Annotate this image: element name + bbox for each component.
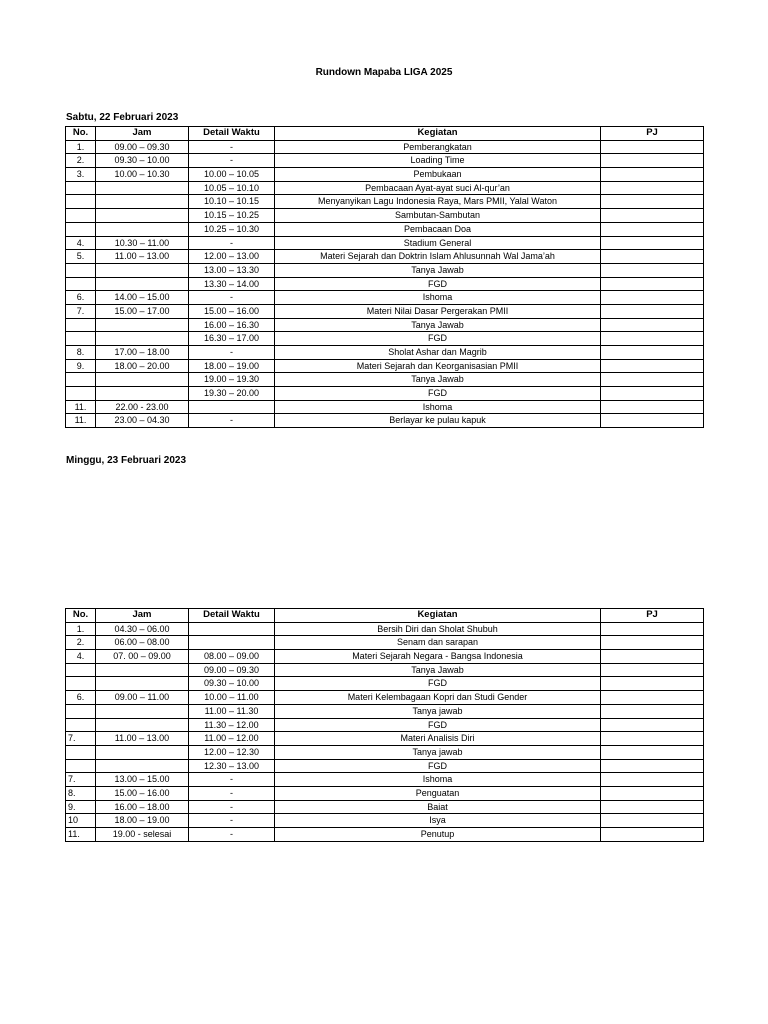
- cell-kegiatan: FGD: [275, 387, 601, 401]
- cell-kegiatan: Materi Nilai Dasar Pergerakan PMII: [275, 304, 601, 318]
- cell-jam: [96, 718, 189, 732]
- cell-pj: [601, 154, 704, 168]
- table-row: [66, 291, 704, 305]
- rundown-table-saturday: [65, 126, 704, 428]
- table-row: [66, 650, 704, 664]
- cell-kegiatan: Pemberangkatan: [275, 140, 601, 154]
- cell-pj: [601, 800, 704, 814]
- header-no: No.: [66, 609, 96, 623]
- cell-detail-waktu: 12.00 – 13.00: [189, 250, 275, 264]
- header-detail-waktu: Detail Waktu: [189, 127, 275, 141]
- cell-pj: [601, 332, 704, 346]
- cell-detail-waktu: 12.30 – 13.00: [189, 759, 275, 773]
- cell-jam: 09.00 – 09.30: [96, 140, 189, 154]
- header-kegiatan: Kegiatan: [275, 127, 601, 141]
- cell-jam: 22.00 - 23.00: [96, 400, 189, 414]
- table-header-row: [66, 127, 704, 141]
- cell-pj: [601, 359, 704, 373]
- cell-jam: [96, 277, 189, 291]
- cell-jam: 10.30 – 11.00: [96, 236, 189, 250]
- rundown-table-sunday: [65, 608, 704, 842]
- cell-kegiatan: Isya: [275, 814, 601, 828]
- cell-kegiatan: Tanya jawab: [275, 704, 601, 718]
- cell-no: 8.: [66, 786, 96, 800]
- cell-kegiatan: Materi Kelembagaan Kopri dan Studi Gender: [275, 691, 601, 705]
- cell-detail-waktu: 15.00 – 16.00: [189, 304, 275, 318]
- cell-detail-waktu: 16.00 – 16.30: [189, 318, 275, 332]
- cell-detail-waktu: 10.25 – 10.30: [189, 222, 275, 236]
- table-row: [66, 718, 704, 732]
- cell-pj: [601, 828, 704, 842]
- cell-no: 7.: [66, 732, 96, 746]
- table-row: [66, 400, 704, 414]
- cell-pj: [601, 250, 704, 264]
- cell-no: 11.: [66, 414, 96, 428]
- cell-pj: [601, 663, 704, 677]
- table-row: [66, 359, 704, 373]
- table-row: [66, 168, 704, 182]
- cell-kegiatan: Materi Sejarah dan Keorganisasian PMII: [275, 359, 601, 373]
- cell-kegiatan: Berlayar ke pulau kapuk: [275, 414, 601, 428]
- cell-jam: [96, 663, 189, 677]
- cell-no: 10: [66, 814, 96, 828]
- cell-jam: [96, 677, 189, 691]
- cell-detail-waktu: [189, 622, 275, 636]
- cell-no: 7.: [66, 773, 96, 787]
- cell-detail-waktu: -: [189, 414, 275, 428]
- cell-detail-waktu: 10.10 – 10.15: [189, 195, 275, 209]
- table-header-row: [66, 609, 704, 623]
- cell-detail-waktu: [189, 400, 275, 414]
- cell-kegiatan: Ishoma: [275, 291, 601, 305]
- cell-detail-waktu: 10.05 – 10.10: [189, 181, 275, 195]
- cell-detail-waktu: -: [189, 814, 275, 828]
- cell-pj: [601, 650, 704, 664]
- cell-no: [66, 373, 96, 387]
- cell-detail-waktu: [189, 636, 275, 650]
- table-row: [66, 691, 704, 705]
- table-row: [66, 346, 704, 360]
- cell-kegiatan: Senam dan sarapan: [275, 636, 601, 650]
- table-row: [66, 800, 704, 814]
- cell-kegiatan: Tanya Jawab: [275, 318, 601, 332]
- cell-no: 1.: [66, 622, 96, 636]
- cell-detail-waktu: 11.30 – 12.00: [189, 718, 275, 732]
- table-row: [66, 332, 704, 346]
- cell-pj: [601, 236, 704, 250]
- table-row: [66, 263, 704, 277]
- cell-no: 11.: [66, 400, 96, 414]
- cell-no: [66, 263, 96, 277]
- cell-pj: [601, 677, 704, 691]
- table-row: [66, 786, 704, 800]
- table-row: [66, 636, 704, 650]
- cell-jam: [96, 373, 189, 387]
- cell-kegiatan: Tanya Jawab: [275, 373, 601, 387]
- cell-kegiatan: Sholat Ashar dan Magrib: [275, 346, 601, 360]
- cell-detail-waktu: -: [189, 786, 275, 800]
- cell-pj: [601, 373, 704, 387]
- day-heading-sunday: Minggu, 23 Februari 2023: [66, 455, 187, 466]
- cell-jam: 23.00 – 04.30: [96, 414, 189, 428]
- cell-jam: 07. 00 – 09.00: [96, 650, 189, 664]
- cell-pj: [601, 636, 704, 650]
- cell-no: [66, 745, 96, 759]
- cell-pj: [601, 414, 704, 428]
- cell-no: 9.: [66, 359, 96, 373]
- cell-kegiatan: FGD: [275, 759, 601, 773]
- cell-jam: [96, 759, 189, 773]
- table-row: [66, 181, 704, 195]
- cell-detail-waktu: -: [189, 800, 275, 814]
- cell-no: 8.: [66, 346, 96, 360]
- cell-detail-waktu: 16.30 – 17.00: [189, 332, 275, 346]
- cell-no: [66, 318, 96, 332]
- cell-detail-waktu: -: [189, 346, 275, 360]
- cell-detail-waktu: -: [189, 828, 275, 842]
- cell-kegiatan: Loading Time: [275, 154, 601, 168]
- cell-jam: 09.00 – 11.00: [96, 691, 189, 705]
- cell-pj: [601, 745, 704, 759]
- cell-jam: [96, 704, 189, 718]
- table-row: [66, 209, 704, 223]
- cell-no: [66, 332, 96, 346]
- table-row: [66, 677, 704, 691]
- cell-pj: [601, 304, 704, 318]
- table-row: [66, 704, 704, 718]
- cell-detail-waktu: -: [189, 140, 275, 154]
- cell-detail-waktu: -: [189, 773, 275, 787]
- table-row: [66, 759, 704, 773]
- cell-no: [66, 277, 96, 291]
- cell-jam: [96, 209, 189, 223]
- cell-pj: [601, 181, 704, 195]
- header-detail-waktu: Detail Waktu: [189, 609, 275, 623]
- cell-detail-waktu: 11.00 – 12.00: [189, 732, 275, 746]
- cell-pj: [601, 773, 704, 787]
- cell-jam: 09.30 – 10.00: [96, 154, 189, 168]
- cell-no: [66, 677, 96, 691]
- document-title: Rundown Mapaba LIGA 2025: [315, 67, 453, 78]
- cell-kegiatan: FGD: [275, 718, 601, 732]
- cell-jam: [96, 263, 189, 277]
- cell-detail-waktu: -: [189, 291, 275, 305]
- cell-pj: [601, 718, 704, 732]
- cell-jam: 14.00 – 15.00: [96, 291, 189, 305]
- cell-no: 9.: [66, 800, 96, 814]
- cell-no: 2.: [66, 154, 96, 168]
- cell-pj: [601, 622, 704, 636]
- cell-jam: 13.00 – 15.00: [96, 773, 189, 787]
- cell-kegiatan: Penutup: [275, 828, 601, 842]
- cell-no: [66, 209, 96, 223]
- cell-jam: [96, 222, 189, 236]
- cell-kegiatan: FGD: [275, 277, 601, 291]
- cell-pj: [601, 318, 704, 332]
- table-row: [66, 732, 704, 746]
- cell-jam: [96, 745, 189, 759]
- cell-detail-waktu: 09.30 – 10.00: [189, 677, 275, 691]
- cell-no: 7.: [66, 304, 96, 318]
- cell-kegiatan: Ishoma: [275, 773, 601, 787]
- cell-jam: 11.00 – 13.00: [96, 732, 189, 746]
- cell-detail-waktu: -: [189, 154, 275, 168]
- cell-kegiatan: FGD: [275, 332, 601, 346]
- table-row: [66, 195, 704, 209]
- cell-pj: [601, 814, 704, 828]
- table-row: [66, 154, 704, 168]
- header-jam: Jam: [96, 609, 189, 623]
- cell-no: [66, 663, 96, 677]
- cell-kegiatan: Baiat: [275, 800, 601, 814]
- cell-no: 11.: [66, 828, 96, 842]
- table-row: [66, 222, 704, 236]
- cell-no: [66, 387, 96, 401]
- cell-kegiatan: Tanya jawab: [275, 745, 601, 759]
- cell-no: 2.: [66, 636, 96, 650]
- cell-jam: [96, 318, 189, 332]
- cell-kegiatan: Pembacaan Doa: [275, 222, 601, 236]
- cell-no: [66, 718, 96, 732]
- table-row: [66, 250, 704, 264]
- cell-jam: [96, 181, 189, 195]
- cell-pj: [601, 387, 704, 401]
- cell-jam: 16.00 – 18.00: [96, 800, 189, 814]
- cell-detail-waktu: 10.00 – 10.05: [189, 168, 275, 182]
- cell-jam: 18.00 – 19.00: [96, 814, 189, 828]
- header-no: No.: [66, 127, 96, 141]
- cell-detail-waktu: 18.00 – 19.00: [189, 359, 275, 373]
- cell-no: 6.: [66, 691, 96, 705]
- cell-pj: [601, 263, 704, 277]
- cell-detail-waktu: 09.00 – 09.30: [189, 663, 275, 677]
- cell-jam: 17.00 – 18.00: [96, 346, 189, 360]
- cell-pj: [601, 277, 704, 291]
- cell-pj: [601, 786, 704, 800]
- table-row: [66, 745, 704, 759]
- cell-detail-waktu: 10.15 – 10.25: [189, 209, 275, 223]
- cell-detail-waktu: 19.30 – 20.00: [189, 387, 275, 401]
- cell-kegiatan: Sambutan-Sambutan: [275, 209, 601, 223]
- cell-detail-waktu: 13.00 – 13.30: [189, 263, 275, 277]
- cell-kegiatan: Pembukaan: [275, 168, 601, 182]
- cell-pj: [601, 759, 704, 773]
- table-row: [66, 140, 704, 154]
- cell-pj: [601, 400, 704, 414]
- cell-kegiatan: Bersih Diri dan Sholat Shubuh: [275, 622, 601, 636]
- cell-kegiatan: Pembacaan Ayat-ayat suci Al-qur’an: [275, 181, 601, 195]
- cell-kegiatan: Materi Sejarah Negara - Bangsa Indonesia: [275, 650, 601, 664]
- header-pj: PJ: [601, 609, 704, 623]
- cell-jam: 18.00 – 20.00: [96, 359, 189, 373]
- cell-kegiatan: Penguatan: [275, 786, 601, 800]
- cell-detail-waktu: 12.00 – 12.30: [189, 745, 275, 759]
- cell-detail-waktu: -: [189, 236, 275, 250]
- table-row: [66, 663, 704, 677]
- cell-pj: [601, 732, 704, 746]
- table-row: [66, 622, 704, 636]
- cell-no: [66, 759, 96, 773]
- table-row: [66, 414, 704, 428]
- cell-kegiatan: FGD: [275, 677, 601, 691]
- cell-pj: [601, 291, 704, 305]
- table-row: [66, 236, 704, 250]
- cell-kegiatan: Materi Analisis Diri: [275, 732, 601, 746]
- cell-no: [66, 704, 96, 718]
- cell-no: 4.: [66, 236, 96, 250]
- cell-no: 4.: [66, 650, 96, 664]
- day-heading-saturday: Sabtu, 22 Februari 2023: [66, 112, 179, 123]
- table-row: [66, 318, 704, 332]
- cell-pj: [601, 195, 704, 209]
- cell-kegiatan: Materi Sejarah dan Doktrin Islam Ahlusunnah Wal Jama’ah: [275, 250, 601, 264]
- cell-no: [66, 222, 96, 236]
- cell-kegiatan: Stadium General: [275, 236, 601, 250]
- cell-detail-waktu: 08.00 – 09.00: [189, 650, 275, 664]
- cell-pj: [601, 691, 704, 705]
- cell-no: 6.: [66, 291, 96, 305]
- header-jam: Jam: [96, 127, 189, 141]
- table-row: [66, 814, 704, 828]
- cell-jam: 15.00 – 17.00: [96, 304, 189, 318]
- cell-kegiatan: Tanya Jawab: [275, 263, 601, 277]
- cell-no: 3.: [66, 168, 96, 182]
- table-row: [66, 373, 704, 387]
- header-kegiatan: Kegiatan: [275, 609, 601, 623]
- cell-pj: [601, 222, 704, 236]
- cell-jam: 11.00 – 13.00: [96, 250, 189, 264]
- cell-jam: 04.30 – 06.00: [96, 622, 189, 636]
- table-row: [66, 387, 704, 401]
- cell-pj: [601, 209, 704, 223]
- cell-no: 5.: [66, 250, 96, 264]
- cell-jam: 10.00 – 10.30: [96, 168, 189, 182]
- cell-no: [66, 181, 96, 195]
- cell-pj: [601, 140, 704, 154]
- cell-no: [66, 195, 96, 209]
- cell-kegiatan: Tanya Jawab: [275, 663, 601, 677]
- table-row: [66, 277, 704, 291]
- cell-no: 1.: [66, 140, 96, 154]
- table-row: [66, 773, 704, 787]
- cell-detail-waktu: 10.00 – 11.00: [189, 691, 275, 705]
- cell-detail-waktu: 19.00 – 19.30: [189, 373, 275, 387]
- table-row: [66, 828, 704, 842]
- cell-detail-waktu: 11.00 – 11.30: [189, 704, 275, 718]
- table-row: [66, 304, 704, 318]
- cell-jam: [96, 195, 189, 209]
- cell-pj: [601, 704, 704, 718]
- cell-jam: [96, 332, 189, 346]
- cell-kegiatan: Ishoma: [275, 400, 601, 414]
- cell-jam: [96, 387, 189, 401]
- cell-jam: 19.00 - selesai: [96, 828, 189, 842]
- cell-pj: [601, 168, 704, 182]
- cell-detail-waktu: 13.30 – 14.00: [189, 277, 275, 291]
- cell-jam: 06.00 – 08.00: [96, 636, 189, 650]
- cell-jam: 15.00 – 16.00: [96, 786, 189, 800]
- cell-kegiatan: Menyanyikan Lagu Indonesia Raya, Mars PMII, Yalal Waton: [275, 195, 601, 209]
- header-pj: PJ: [601, 127, 704, 141]
- cell-pj: [601, 346, 704, 360]
